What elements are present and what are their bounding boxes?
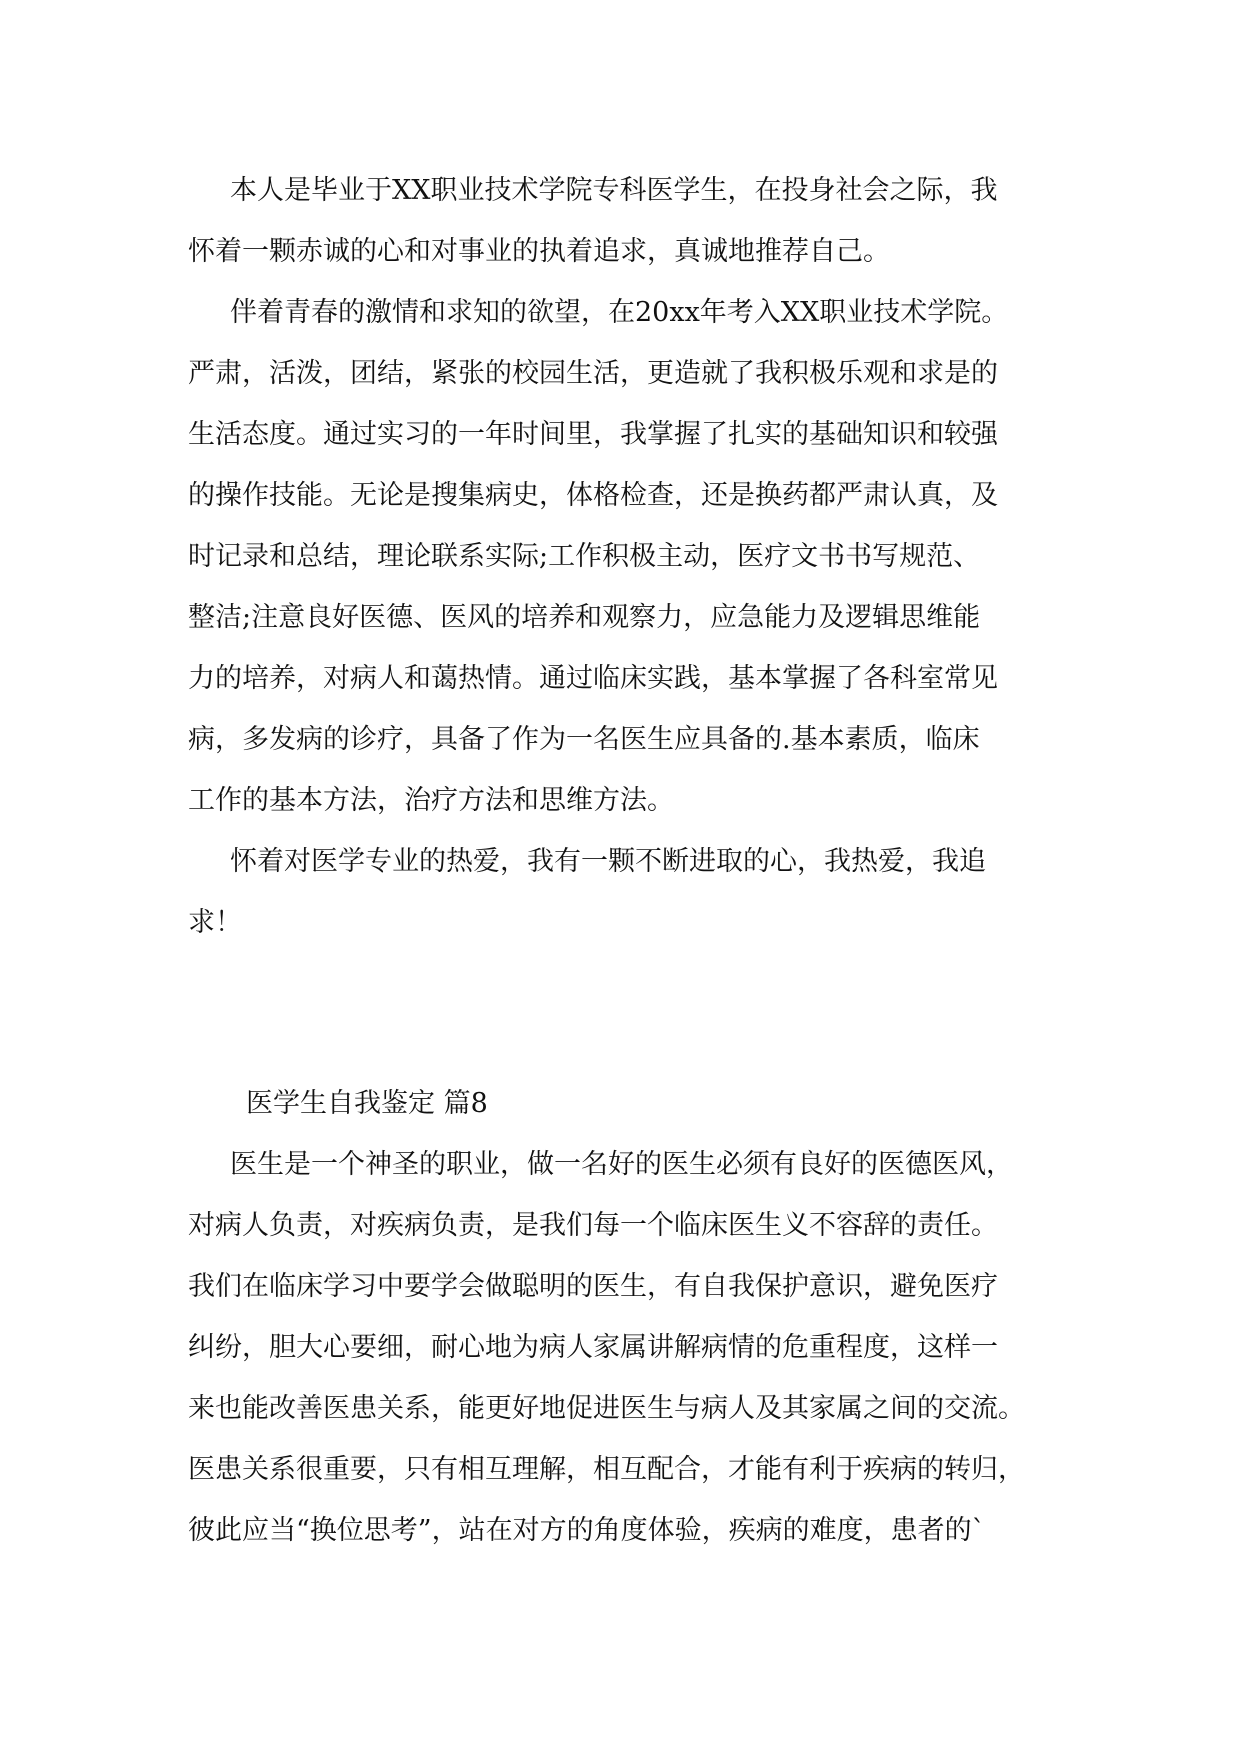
paragraph-line: 来也能改善医患关系，能更好地促进医生与病人及其家属之间的交流。 xyxy=(188,1393,1025,1424)
paragraph-line: 整洁;注意良好医德、医风的培养和观察力，应急能力及逻辑思维能 xyxy=(188,602,981,633)
paragraph-line: 我们在临床学习中要学会做聪明的医生，有自我保护意识，避免医疗 xyxy=(188,1271,998,1302)
paragraph-line: 彼此应当“换位思考”，站在对方的角度体验，疾病的难度，患者的` xyxy=(188,1515,986,1546)
document-body xyxy=(188,160,1054,1561)
paragraph-line: 时记录和总结，理论联系实际;工作积极主动，医疗文书书写规范、 xyxy=(188,541,981,572)
paragraph-line: 本人是毕业于XX职业技术学院专科医学生，在投身社会之际，我 xyxy=(230,175,998,206)
paragraph xyxy=(188,1134,1054,1561)
paragraph-line: 的操作技能。无论是搜集病史，体格检查，还是换药都严肃认真，及 xyxy=(188,480,998,511)
paragraph-line: 怀着对医学专业的热爱，我有一颗不断进取的心，我热爱，我追 xyxy=(230,846,986,877)
paragraph xyxy=(188,282,1054,831)
paragraph-line: 伴着青春的激情和求知的欲望，在20xx年考入XX职业技术学院。 xyxy=(230,297,1009,328)
paragraph-line: 严肃，活泼，团结，紧张的校园生活，更造就了我积极乐观和求是的 xyxy=(188,358,998,389)
paragraph-line: 怀着一颗赤诚的心和对事业的执着追求，真诚地推荐自己。 xyxy=(188,236,890,267)
paragraph-line: 求！ xyxy=(188,907,242,938)
paragraph-line: 纠纷，胆大心要细，耐心地为病人家属讲解病情的危重程度，这样一 xyxy=(188,1332,998,1363)
paragraph-line: 生活态度。通过实习的一年时间里，我掌握了扎实的基础知识和较强 xyxy=(188,419,998,450)
paragraph-line: 工作的基本方法，治疗方法和思维方法。 xyxy=(188,785,674,816)
section-heading: 医学生自我鉴定 篇8 xyxy=(246,1088,488,1119)
paragraph-line: 医患关系很重要，只有相互理解，相互配合，才能有利于疾病的转归， xyxy=(188,1454,1025,1485)
paragraph-line: 病，多发病的诊疗，具备了作为一名医生应具备的.基本素质，临床 xyxy=(188,724,980,755)
paragraph-line: 力的培养，对病人和蔼热情。通过临床实践，基本掌握了各科室常见 xyxy=(188,663,998,694)
paragraph-line: 对病人负责，对疾病负责，是我们每一个临床医生义不容辞的责任。 xyxy=(188,1210,998,1241)
paragraph xyxy=(188,831,1054,953)
section-spacer xyxy=(188,953,1054,1073)
paragraph xyxy=(188,160,1054,282)
paragraph-line: 医生是一个神圣的职业，做一名好的医生必须有良好的医德医风， xyxy=(230,1149,1013,1180)
